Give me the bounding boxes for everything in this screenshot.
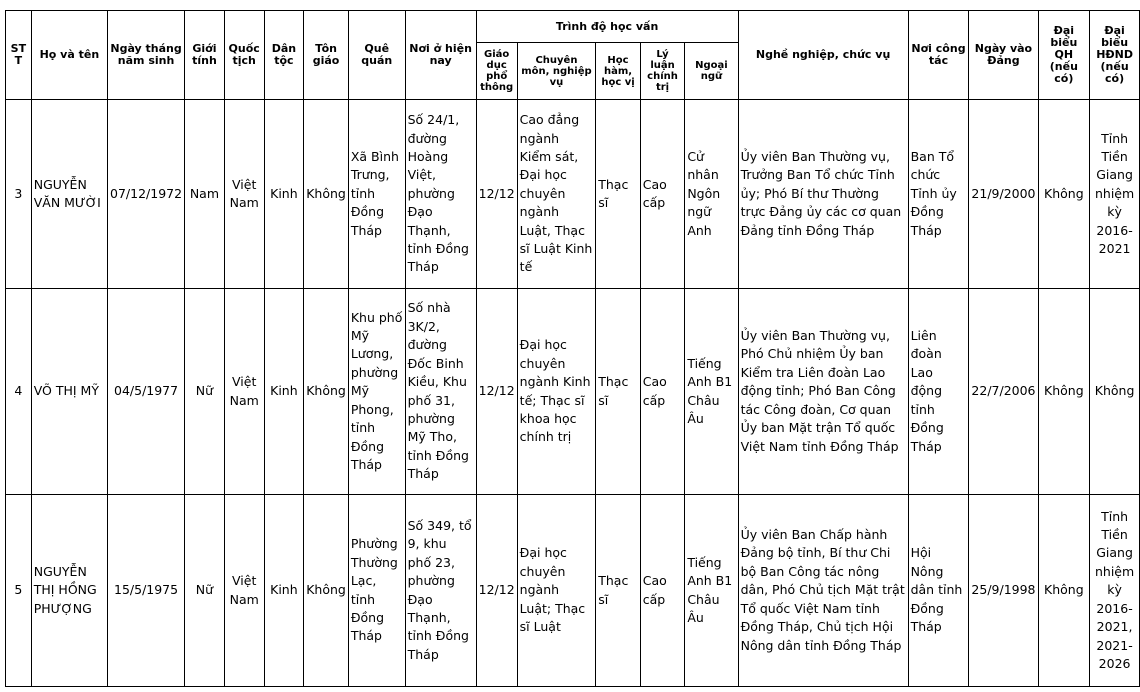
cell-stt: 4 [6, 289, 32, 495]
cell-gender: Nam [185, 100, 225, 289]
cell-party-join-date: 22/7/2006 [969, 289, 1038, 495]
header-na-delegate: Đại biểu QH (nếu có) [1038, 11, 1090, 100]
cell-academic-degree: Thạc sĩ [596, 289, 641, 495]
cell-religion: Không [304, 289, 349, 495]
header-residence: Nơi ở hiện nay [405, 11, 476, 100]
cell-workplace: Hội Nông dân tỉnh Đồng Tháp [908, 495, 969, 687]
cell-birth-date: 07/12/1972 [108, 100, 185, 289]
cell-party-join-date: 21/9/2000 [969, 100, 1038, 289]
header-foreign-language: Ngoại ngữ [685, 43, 738, 100]
table-row [6, 289, 1140, 495]
cell-foreign-language: Tiếng Anh B1 Châu Âu [685, 495, 738, 687]
cell-residence: Số 349, tổ 9, khu phố 23, phường Đạo Thạnh, tỉnh Đồng Tháp [405, 495, 476, 687]
cell-academic-degree: Thạc sĩ [596, 495, 641, 687]
cell-ethnicity: Kinh [264, 100, 304, 289]
header-full-name: Họ và tên [31, 11, 107, 100]
cell-residence: Số 24/1, đường Hoàng Việt, phường Đạo Thạnh, tỉnh Đồng Tháp [405, 100, 476, 289]
cell-general-education: 12/12 [476, 495, 517, 687]
cell-hometown: Khu phố Mỹ Lương, phường Mỹ Phong, tỉnh Đồng Tháp [348, 289, 405, 495]
cell-stt: 5 [6, 495, 32, 687]
cell-na-delegate: Không [1038, 495, 1090, 687]
cell-specialization: Cao đẳng ngành Kiểm sát, Đại học chuyên ngành Luật, Thạc sĩ Luật Kinh tế [517, 100, 596, 289]
cell-specialization: Đại học chuyên ngành Kinh tế; Thạc sĩ khoa học chính trị [517, 289, 596, 495]
header-education-group: Trình độ học vấn [476, 11, 738, 43]
header-party-join-date: Ngày vào Đảng [969, 11, 1038, 100]
table-row [6, 495, 1140, 687]
cell-political-theory: Cao cấp [640, 100, 685, 289]
cell-workplace: Liên đoàn Lao động tỉnh Đồng Tháp [908, 289, 969, 495]
header-academic-degree: Học hàm, học vị [596, 43, 641, 100]
cell-hometown: Xã Bình Trưng, tỉnh Đồng Tháp [348, 100, 405, 289]
header-ethnicity: Dân tộc [264, 11, 304, 100]
header-occupation: Nghề nghiệp, chức vụ [738, 11, 908, 100]
cell-nationality: Việt Nam [224, 289, 264, 495]
candidate-table [5, 10, 1140, 687]
cell-academic-degree: Thạc sĩ [596, 100, 641, 289]
cell-religion: Không [304, 495, 349, 687]
header-hometown: Quê quán [348, 11, 405, 100]
cell-specialization: Đại học chuyên ngành Luật; Thạc sĩ Luật [517, 495, 596, 687]
cell-full-name: NGUYỄN VĂN MƯỜI [31, 100, 107, 289]
cell-council-delegate: Tỉnh Tiền Giang nhiệm kỳ 2016-2021 [1090, 100, 1140, 289]
cell-occupation: Ủy viên Ban Thường vụ, Trưởng Ban Tổ chức Tỉnh ủy; Phó Bí thư Thường trực Đảng ủy các cơ quan Đảng tỉnh Đồng Tháp [738, 100, 908, 289]
cell-party-join-date: 25/9/1998 [969, 495, 1038, 687]
table-row [6, 100, 1140, 289]
cell-workplace: Ban Tổ chức Tỉnh ủy Đồng Tháp [908, 100, 969, 289]
cell-ethnicity: Kinh [264, 495, 304, 687]
cell-general-education: 12/12 [476, 100, 517, 289]
cell-ethnicity: Kinh [264, 289, 304, 495]
cell-gender: Nữ [185, 495, 225, 687]
cell-stt: 3 [6, 100, 32, 289]
header-general-education: Giáo dục phổ thông [476, 43, 517, 100]
cell-full-name: VÕ THỊ MỸ [31, 289, 107, 495]
cell-na-delegate: Không [1038, 100, 1090, 289]
cell-occupation: Ủy viên Ban Thường vụ, Phó Chủ nhiệm Ủy ban Kiểm tra Liên đoàn Lao động tỉnh; Phó Ban Công tác Công đoàn, Cơ quan Ủy ban Mặt trận Tổ quốc Việt Nam tỉnh Đồng Tháp [738, 289, 908, 495]
cell-nationality: Việt Nam [224, 495, 264, 687]
cell-political-theory: Cao cấp [640, 495, 685, 687]
cell-birth-date: 04/5/1977 [108, 289, 185, 495]
cell-full-name: NGUYỄN THỊ HỒNG PHƯỢNG [31, 495, 107, 687]
cell-nationality: Việt Nam [224, 100, 264, 289]
header-stt: ST T [6, 11, 32, 100]
header-gender: Giới tính [185, 11, 225, 100]
cell-hometown: Phường Thường Lạc, tỉnh Đồng Tháp [348, 495, 405, 687]
cell-gender: Nữ [185, 289, 225, 495]
header-nationality: Quốc tịch [224, 11, 264, 100]
cell-general-education: 12/12 [476, 289, 517, 495]
header-religion: Tôn giáo [304, 11, 349, 100]
cell-council-delegate: Tỉnh Tiền Giang nhiệm kỳ 2016-2021, 2021-2026 [1090, 495, 1140, 687]
header-political-theory: Lý luận chính trị [640, 43, 685, 100]
header-birth-date: Ngày tháng năm sinh [108, 11, 185, 100]
cell-occupation: Ủy viên Ban Chấp hành Đảng bộ tỉnh, Bí thư Chi bộ Ban Công tác nông dân, Phó Chủ tịch Mặt trật Tổ quốc Việt Nam tỉnh Đồng Tháp, Chủ tịch Hội Nông dân tỉnh Đồng Tháp [738, 495, 908, 687]
cell-foreign-language: Tiếng Anh B1 Châu Âu [685, 289, 738, 495]
cell-na-delegate: Không [1038, 289, 1090, 495]
cell-council-delegate: Không [1090, 289, 1140, 495]
header-workplace: Nơi công tác [908, 11, 969, 100]
header-specialization: Chuyên môn, nghiệp vụ [517, 43, 596, 100]
cell-religion: Không [304, 100, 349, 289]
cell-foreign-language: Cử nhân Ngôn ngữ Anh [685, 100, 738, 289]
cell-political-theory: Cao cấp [640, 289, 685, 495]
cell-residence: Số nhà 3K/2, đường Đốc Binh Kiều, Khu phố 31, phường Mỹ Tho, tỉnh Đồng Tháp [405, 289, 476, 495]
header-council-delegate: Đại biểu HĐND (nếu có) [1090, 11, 1140, 100]
cell-birth-date: 15/5/1975 [108, 495, 185, 687]
